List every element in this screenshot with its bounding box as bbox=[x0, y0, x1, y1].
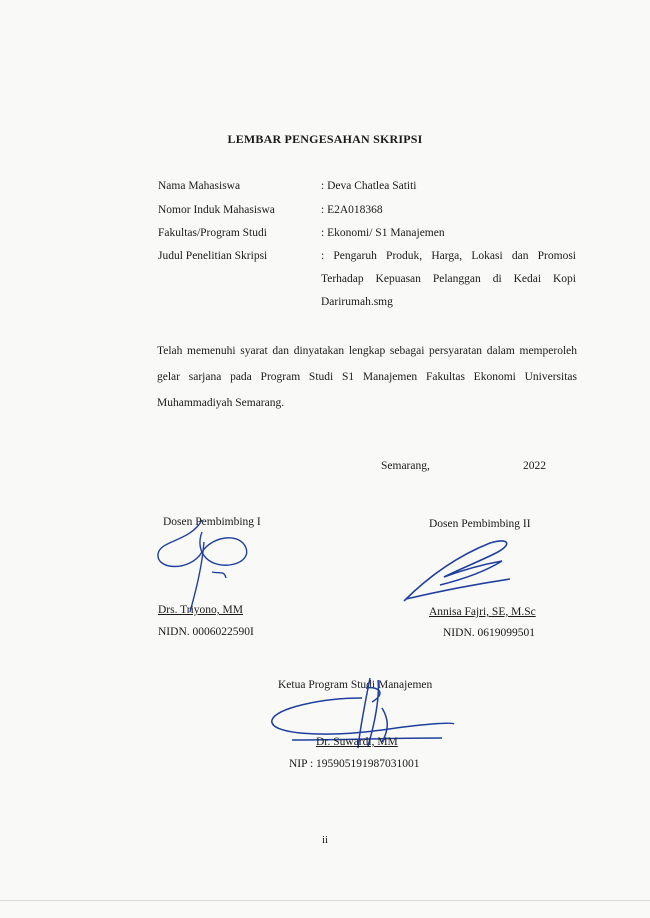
supervisor2-id: NIDN. 0619099501 bbox=[443, 627, 535, 639]
field-label-title: Judul Penelitian Skripsi bbox=[158, 250, 268, 262]
field-label-faculty: Fakultas/Program Studi bbox=[158, 227, 267, 239]
year-label: 2022 bbox=[523, 460, 546, 472]
field-value-title-line1: : Pengaruh Produk, Harga, Lokasi dan Promosi bbox=[321, 250, 576, 262]
place-label: Semarang, bbox=[381, 460, 430, 472]
statement-paragraph: Telah memenuhi syarat dan dinyatakan lengkap sebagai persyaratan dalam memperoleh gelar sarjana pada Program Studi S1 Manajemen Fakultas Ekonomi Universitas Muhammadiyah Semarang. bbox=[157, 345, 577, 409]
field-value-name: : Deva Chatlea Satiti bbox=[321, 180, 417, 192]
field-label-name: Nama Mahasiswa bbox=[158, 180, 241, 192]
supervisor1-name: Drs. Triyono, MM bbox=[158, 604, 243, 616]
page-bottom-edge bbox=[0, 900, 650, 901]
page-title: LEMBAR PENGESAHAN SKRIPSI bbox=[227, 132, 423, 146]
page-number: ii bbox=[321, 834, 329, 846]
head-name: Dr. Suwardi, MM bbox=[316, 736, 398, 748]
field-value-title-line3: Darirumah.smg bbox=[321, 296, 393, 308]
field-label-nim: Nomor Induk Mahasiswa bbox=[158, 204, 275, 216]
head-id: NIP : 195905191987031001 bbox=[289, 758, 420, 770]
field-value-faculty: : Ekonomi/ S1 Manajemen bbox=[321, 227, 445, 239]
head-role: Ketua Program Studi Manajemen bbox=[278, 679, 433, 691]
supervisor2-role: Dosen Pembimbing II bbox=[429, 518, 531, 530]
field-value-nim: : E2A018368 bbox=[321, 204, 383, 216]
signature-supervisor2 bbox=[400, 535, 520, 610]
field-value-title-line2: Terhadap Kepuasan Pelanggan di Kedai Kopi bbox=[321, 273, 576, 285]
supervisor1-id: NIDN. 0006022590I bbox=[158, 626, 254, 638]
supervisor2-name: Annisa Fajri, SE, M.Sc bbox=[429, 606, 536, 618]
supervisor1-role: Dosen Pembimbing I bbox=[163, 516, 261, 528]
